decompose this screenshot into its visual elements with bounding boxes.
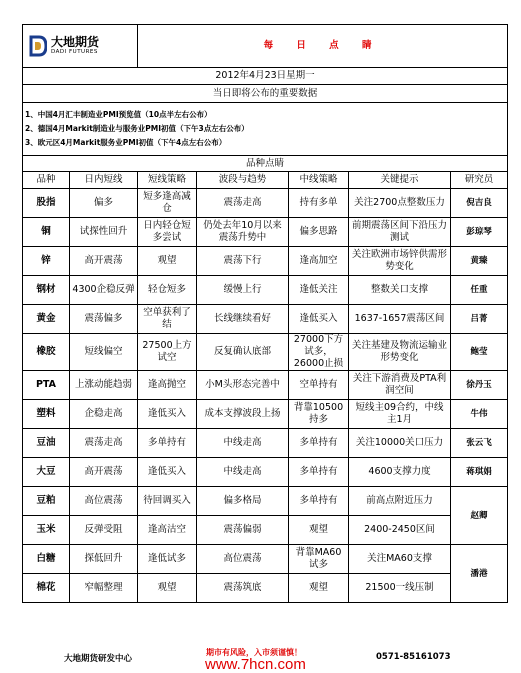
table-cell: 逢低买入 bbox=[289, 305, 349, 334]
table-cell: 逢低试多 bbox=[138, 545, 197, 574]
commodity-name: 黄金 bbox=[23, 305, 70, 334]
table-cell: 1637-1657震荡区间 bbox=[349, 305, 451, 334]
table-cell: 持有多单 bbox=[289, 189, 349, 218]
table-cell: 试探性回升 bbox=[70, 218, 138, 247]
table-row bbox=[23, 276, 508, 305]
table-cell: 空单持有 bbox=[289, 371, 349, 400]
researcher-name: 牛伟 bbox=[451, 400, 508, 429]
column-header: 品种 bbox=[23, 172, 70, 189]
commodity-name: 锌 bbox=[23, 247, 70, 276]
column-header-row bbox=[23, 172, 508, 189]
table-cell: 逢高抛空 bbox=[138, 371, 197, 400]
table-cell: 震荡下行 bbox=[197, 247, 289, 276]
table-cell: 上涨动能趋弱 bbox=[70, 371, 138, 400]
footer bbox=[22, 644, 507, 673]
table-cell: 短多逢高减仓 bbox=[138, 189, 197, 218]
commodity-name: 铜 bbox=[23, 218, 70, 247]
risk-warning: 期市有风险，入市须谨慎！ bbox=[206, 648, 302, 657]
table-cell: 4600支撑力度 bbox=[349, 458, 451, 487]
table-cell: 整数关口支撑 bbox=[349, 276, 451, 305]
researcher-name: 黄臻 bbox=[451, 247, 508, 276]
table-cell: 企稳走高 bbox=[70, 400, 138, 429]
table-cell: 探低回升 bbox=[70, 545, 138, 574]
table-cell: 背靠MA60试多 bbox=[289, 545, 349, 574]
researcher-name: 张云飞 bbox=[451, 429, 508, 458]
commodity-name: PTA bbox=[23, 371, 70, 400]
table-cell: 震荡偏弱 bbox=[197, 516, 289, 545]
commodity-name: 股指 bbox=[23, 189, 70, 218]
table-cell: 窄幅整理 bbox=[70, 574, 138, 603]
table-row bbox=[23, 545, 508, 574]
researcher-name: 任重 bbox=[451, 276, 508, 305]
table-row bbox=[23, 247, 508, 276]
table-cell: 27500上方试空 bbox=[138, 334, 197, 371]
table-cell: 待回调买入 bbox=[138, 487, 197, 516]
table-cell: 短线主09合约，中线主1月 bbox=[349, 400, 451, 429]
table-cell: 高开震荡 bbox=[70, 458, 138, 487]
table-cell: 观望 bbox=[289, 516, 349, 545]
table-cell: 成本支撑波段上扬 bbox=[197, 400, 289, 429]
logo-english-name: DADI FUTURES bbox=[51, 49, 98, 55]
table-row bbox=[23, 429, 508, 458]
daily-report-sheet bbox=[22, 24, 507, 673]
table-cell: 震荡筑底 bbox=[197, 574, 289, 603]
table-cell: 逢低买入 bbox=[138, 458, 197, 487]
table-cell: 21500一线压制 bbox=[349, 574, 451, 603]
table-cell: 观望 bbox=[138, 247, 197, 276]
commodity-name: 玉米 bbox=[23, 516, 70, 545]
table-cell: 关注基建及物流运输业形势变化 bbox=[349, 334, 451, 371]
table-cell: 震荡走高 bbox=[70, 429, 138, 458]
researcher-name: 吕菁 bbox=[451, 305, 508, 334]
table-cell: 多单持有 bbox=[289, 458, 349, 487]
dadi-logo-icon bbox=[29, 35, 47, 57]
commodity-name: 白糖 bbox=[23, 545, 70, 574]
events-list bbox=[23, 103, 508, 156]
table-row bbox=[23, 218, 508, 247]
table-cell: 偏多 bbox=[70, 189, 138, 218]
watermark: www.7hcn.com bbox=[205, 656, 306, 673]
event-item: 3、欧元区4月Markit服务业PMI初值（下午4点左右公布） bbox=[25, 138, 227, 147]
report-date: 2012年4月23日星期一 bbox=[23, 68, 508, 85]
table-cell: 高开震荡 bbox=[70, 247, 138, 276]
column-header: 波段与趋势 bbox=[197, 172, 289, 189]
table-cell: 观望 bbox=[289, 574, 349, 603]
table-cell: 关注MA60支撑 bbox=[349, 545, 451, 574]
table-cell: 小M头形态完善中 bbox=[197, 371, 289, 400]
column-header: 研究员 bbox=[451, 172, 508, 189]
table-cell: 关注下游消费及PTA利润空间 bbox=[349, 371, 451, 400]
commodity-name: 棉花 bbox=[23, 574, 70, 603]
footer-org: 大地期货研发中心 bbox=[64, 654, 133, 664]
table-row bbox=[23, 334, 508, 371]
footer-phone: 0571-85161073 bbox=[376, 652, 451, 662]
table-cell: 空单获利了结 bbox=[138, 305, 197, 334]
table-row bbox=[23, 516, 508, 545]
report-table bbox=[22, 24, 508, 603]
table-cell: 前高点附近压力 bbox=[349, 487, 451, 516]
table-cell: 中线走高 bbox=[197, 429, 289, 458]
table-cell: 多单持有 bbox=[289, 429, 349, 458]
researcher-name: 鲍莹 bbox=[451, 334, 508, 371]
table-cell: 缓慢上行 bbox=[197, 276, 289, 305]
table-row bbox=[23, 574, 508, 603]
table-cell: 反弹受阻 bbox=[70, 516, 138, 545]
table-cell: 日内轻仓短多尝试 bbox=[138, 218, 197, 247]
table-row bbox=[23, 189, 508, 218]
events-heading: 当日即将公布的重要数据 bbox=[23, 85, 508, 103]
table-cell: 逢低买入 bbox=[138, 400, 197, 429]
table-cell: 逢低关注 bbox=[289, 276, 349, 305]
table-cell: 轻仓短多 bbox=[138, 276, 197, 305]
column-header: 短线策略 bbox=[138, 172, 197, 189]
commodity-name: 钢材 bbox=[23, 276, 70, 305]
table-cell: 中线走高 bbox=[197, 458, 289, 487]
table-cell: 前期震荡区间下沿压力测试 bbox=[349, 218, 451, 247]
table-cell: 逢高加空 bbox=[289, 247, 349, 276]
table-cell: 关注欧洲市场锌供需形势变化 bbox=[349, 247, 451, 276]
table-row bbox=[23, 458, 508, 487]
commodity-name: 豆油 bbox=[23, 429, 70, 458]
table-cell: 偏多思路 bbox=[289, 218, 349, 247]
researcher-name: 彭琼琴 bbox=[451, 218, 508, 247]
report-title: 每 日 点 睛 bbox=[138, 25, 508, 68]
table-cell: 多单持有 bbox=[289, 487, 349, 516]
column-header: 关键提示 bbox=[349, 172, 451, 189]
table-cell: 偏多格局 bbox=[197, 487, 289, 516]
researcher-name: 蒋琪娟 bbox=[451, 458, 508, 487]
table-cell: 多单持有 bbox=[138, 429, 197, 458]
table-heading: 品种点睛 bbox=[23, 156, 508, 172]
table-cell: 高位震荡 bbox=[197, 545, 289, 574]
event-item: 2、德国4月Markit制造业与服务业PMI初值（下午3点左右公布） bbox=[25, 124, 249, 133]
researcher-name: 赵卿 bbox=[451, 487, 508, 545]
table-row bbox=[23, 305, 508, 334]
commodity-name: 豆粕 bbox=[23, 487, 70, 516]
commodity-name: 塑料 bbox=[23, 400, 70, 429]
table-cell: 高位震荡 bbox=[70, 487, 138, 516]
table-cell: 反复确认底部 bbox=[197, 334, 289, 371]
table-cell: 长线继续看好 bbox=[197, 305, 289, 334]
table-row bbox=[23, 371, 508, 400]
table-row bbox=[23, 400, 508, 429]
column-header: 中线策略 bbox=[289, 172, 349, 189]
table-cell: 逢高沽空 bbox=[138, 516, 197, 545]
table-cell: 关注2700点整数压力 bbox=[349, 189, 451, 218]
table-cell: 观望 bbox=[138, 574, 197, 603]
table-cell: 2400-2450区间 bbox=[349, 516, 451, 545]
logo-chinese-name: 大地期货 bbox=[51, 35, 100, 49]
table-cell: 震荡走高 bbox=[197, 189, 289, 218]
researcher-name: 徐丹玉 bbox=[451, 371, 508, 400]
table-cell: 关注10000关口压力 bbox=[349, 429, 451, 458]
table-cell: 震荡偏多 bbox=[70, 305, 138, 334]
logo-cell bbox=[23, 25, 138, 68]
table-cell: 短线偏空 bbox=[70, 334, 138, 371]
table-cell: 4300企稳反弹 bbox=[70, 276, 138, 305]
researcher-name: 潘港 bbox=[451, 545, 508, 603]
event-item: 1、中国4月汇丰制造业PMI预览值（10点半左右公布） bbox=[25, 110, 212, 119]
column-header: 日内短线 bbox=[70, 172, 138, 189]
table-cell: 背靠10500持多 bbox=[289, 400, 349, 429]
table-cell: 27000下方试多，26000止损 bbox=[289, 334, 349, 371]
commodity-name: 大豆 bbox=[23, 458, 70, 487]
table-cell: 仍处去年10月以来震荡升势中 bbox=[197, 218, 289, 247]
table-row bbox=[23, 487, 508, 516]
commodity-name: 橡胶 bbox=[23, 334, 70, 371]
researcher-name: 倪吉良 bbox=[451, 189, 508, 218]
